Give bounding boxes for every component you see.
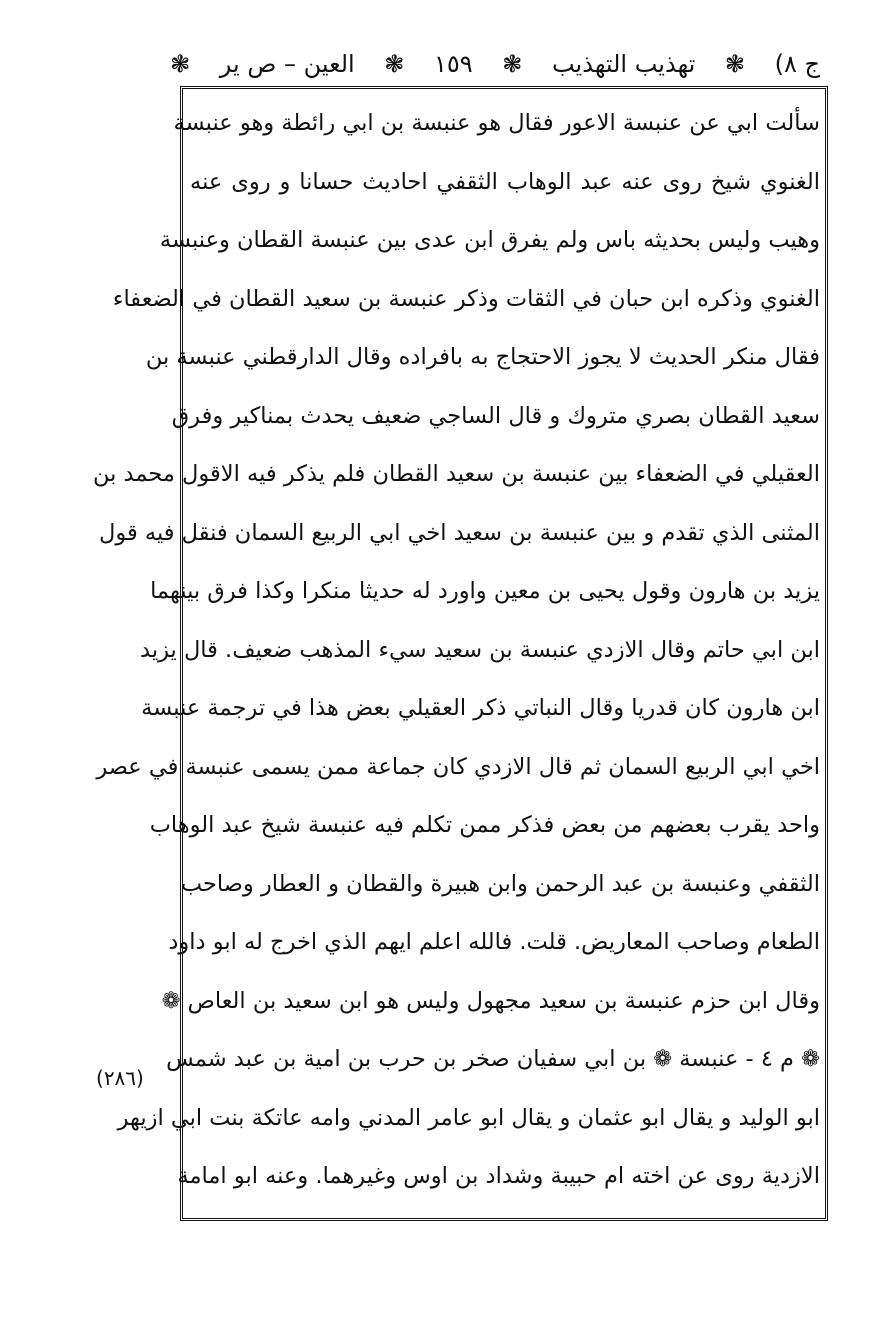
- text-line: الطعام وصاحب المعاريض. قلت. فالله اعلم ايهم الذي اخرج له ابو داود: [168, 929, 820, 955]
- entry-heading-line: ❁ م ٤ - عنبسة ❁ بن ابي سفيان صخر بن حرب بن امية بن عبد شمس: [166, 1046, 820, 1072]
- text-line: الغنوي شيخ روى عنه عبد الوهاب الثقفي احاديث حسانا و روى عنه: [190, 168, 820, 195]
- text-line: الغنوي وذكره ابن حبان في الثقات وذكر عنبسة بن سعيد القطان في الضعفاء: [112, 285, 820, 312]
- text-line: وقال ابن حزم عنبسة بن سعيد مجهول وليس هو ابن سعيد بن العاص ❁: [161, 987, 820, 1014]
- text-line: سألت ابي عن عنبسة الاعور فقال هو عنبسة بن ابي رائطة وهو عنبسة: [173, 110, 820, 136]
- ornament-icon: ❃: [502, 50, 523, 78]
- ornament-icon: ❃: [170, 50, 191, 78]
- margin-entry-number: (٢٨٦): [96, 1066, 144, 1090]
- section-label: العين – ص ير: [219, 50, 355, 78]
- book-title: تهذيب التهذيب: [551, 50, 696, 78]
- text-line: واحد يقرب بعضهم من بعض فذكر ممن تكلم فيه عنبسة شيخ عبد الوهاب: [149, 812, 820, 838]
- text-line: يزيد بن هارون وقول يحيى بن معين واورد له حديثا منكرا وكذا فرق بينهما: [150, 578, 820, 604]
- ornament-icon: ❃: [384, 50, 405, 78]
- ornament-icon: ❃: [724, 50, 746, 78]
- text-line: العقيلي في الضعفاء بين عنبسة بن سعيد القطان فلم يذكر فيه الاقول محمد بن: [92, 461, 820, 487]
- page-header: [170, 38, 820, 90]
- text-line: المثنى الذي تقدم و بين عنبسة بن سعيد اخي ابي الربيع السمان فنقل فيه قول: [99, 519, 820, 546]
- text-line: ابن هارون كان قدريا وقال النباتي ذكر العقيلي بعض هذا في ترجمة عنبسة: [141, 695, 820, 721]
- volume-label: ج ٨): [774, 50, 820, 78]
- text-line: سعيد القطان بصري متروك و قال الساجي ضعيف يحدث بمناكير وفرق: [171, 402, 820, 429]
- page-number: ١٥٩: [434, 50, 473, 78]
- text-line: ابو الوليد و يقال ابو عثمان و يقال ابو عامر المدني وامه عاتكة بنت ابي ازيهر: [117, 1104, 820, 1131]
- text-line: الثقفي وعنبسة بن عبد الرحمن وابن هبيرة والقطان و العطار وصاحب: [180, 870, 820, 897]
- text-line: ابن ابي حاتم وقال الازدي عنبسة بن سعيد سيء المذهب ضعيف. قال يزيد: [140, 636, 820, 663]
- text-line: اخي ابي الربيع السمان ثم قال الازدي كان جماعة ممن يسمى عنبسة في عصر: [96, 753, 820, 780]
- text-line: الازدية روى عن اخته ام حبيبة وشداد بن اوس وغيرهما. وعنه ابو امامة: [177, 1163, 820, 1189]
- text-line: فقال منكر الحديث لا يجوز الاحتجاج به بافراده وقال الدارقطني عنبسة بن: [145, 344, 820, 370]
- text-line: وهيب وليس بحديثه باس ولم يفرق ابن عدى بين عنبسة القطان وعنبسة: [159, 227, 820, 253]
